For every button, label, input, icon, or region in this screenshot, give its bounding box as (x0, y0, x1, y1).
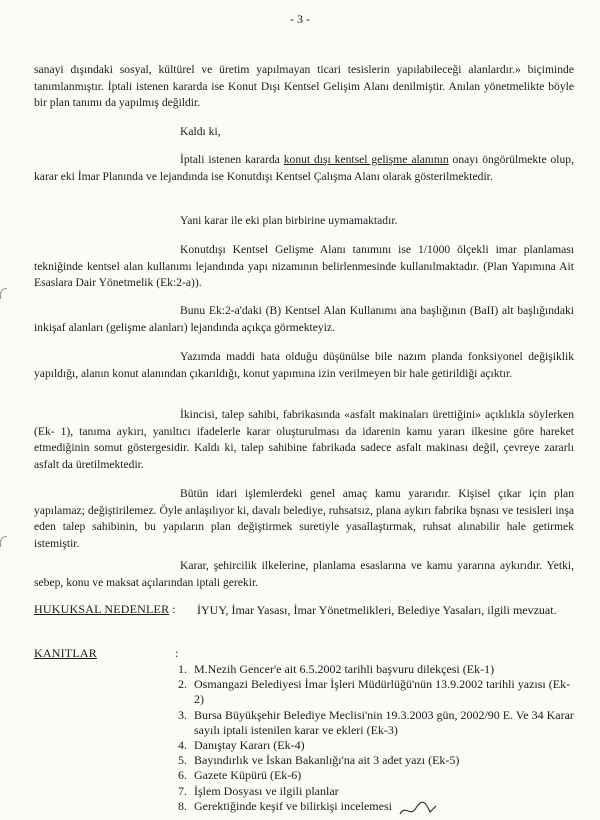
list-item: 5. Bayındırlık ve İskan Bakanlığı'na ait 3 adet yazı (Ek-5) (178, 753, 460, 768)
evidence-list (180, 662, 580, 814)
signature-scribble (398, 800, 438, 820)
paragraph-konutdisi-tanim: Konutdışı Kentsel Gelişme Alanı tanımını ise 1/1000 ölçekli imar planlaması tekniğinde kentsel alan kullanımı lejandında yapı nizamının belirlenmesinde kullanılmaktadır. (Plan Yapımına Ait Esaslara Dair Yönetmelik (Ek:2-a)). (34, 243, 574, 290)
list-item: 8. Gerektiğinde keşif ve bilirkişi incelemesi (178, 798, 392, 813)
text-segment: İptali istenen kararda (180, 153, 284, 166)
text-segment: onayı öngörülmekte olup, karar eki İmar Planında ve lejandında ise Konutdışı Kentsel Çalışma Alanı olarak gösterilmektedir. (34, 153, 574, 183)
list-item: 4. Danıştay Kararı (Ek-4) (178, 738, 305, 753)
kanitlar-heading (34, 646, 178, 661)
hukuksal-label: HUKUKSAL NEDENLER (34, 602, 170, 616)
list-item: 3. Bursa Büyükşehir Belediye Meclisi'nin 19.3.2003 gün, 2002/90 E. Ve 34 Karar sayılı iptali istenilen karar ve ekleri (Ek-3) (178, 707, 574, 737)
list-item: 7. İşlem Dosyası ve ilgili planlar (178, 783, 339, 798)
punch-hole-mark (0, 536, 7, 547)
paragraph-kamu-yarari: Bütün idari işlemlerdeki genel amaç kamu yararıdır. Kişisel çıkar için plan yapılamaz; değiştirilemez. Öyle anlaşılıyor ki, davalı belediye, ruhsatsız, plana aykırı fabrika bşnası ve tesisleri inşa eden talep sahibinin, bu yapıların plan değiştirmek suretiyle yasallaştırmak, ruhsat alınabilir hale getirmek istemiştir. (34, 487, 574, 550)
paragraph-iptali-istenen (34, 152, 574, 185)
list-item: 6. Gazete Küpürü (Ek-6) (178, 768, 302, 783)
paragraph-ikincisi: İkincisi, talep sahibi, fabrikasında «asfalt makinaları ürettiğini» açıklıkla söylerken (Ek- 1), tanıma aykırı, yanıltıcı ifadelerle karar oluşturulması da idarenin kamu yararı ilkesine göre hareket etmediğinin somut göstergesidir. Kaldı ki, talep sahibine fabrikada sadece asfalt makinası değil, çevreye zararlı asfalt da üretilmektedir. (34, 408, 574, 471)
underlined-phrase: konut dışı kentsel gelişme alanının (283, 153, 449, 166)
punch-hole-mark (0, 288, 7, 299)
kanitlar-label: KANITLAR (34, 646, 97, 660)
page-number: - 3 - (290, 12, 310, 26)
list-item: 2. Osmangazi Belediyesi İmar İşleri Müdürlüğü'nün 13.9.2002 tarihli yazısı (Ek-2) (178, 677, 571, 707)
paragraph-conclusion: Karar, şehircilik ilkelerine, planlama esaslarına ve kamu yararına aykırıdır. Yetki, sebep, konu ve maksat açılarından iptali gerekir. (34, 559, 574, 589)
hukuksal-nedenler-text: İYUY, İmar Yasası, İmar Yönetmelikleri, Belediye Yasaları, ilgili mevzuat. (197, 603, 557, 617)
kanitlar-colon: : (175, 646, 179, 660)
paragraph-mismatch: Yani karar ile eki plan birbirine uymamaktadır. (180, 214, 398, 227)
hukuksal-colon: : (169, 602, 176, 616)
paragraph-ek2a: Bunu Ek:2-a'daki (B) Kentsel Alan Kullanımı ana başlığının (BaII) alt başlığındaki inkişaf alanları (gelişme alanları) lejandında açıkça görmekteyiz. (34, 304, 574, 334)
list-item: 1. M.Nezih Gencer'e ait 6.5.2002 tarihli başvuru dilekçesi (Ek-1) (178, 662, 495, 676)
hukuksal-nedenler-heading (34, 602, 176, 617)
paragraph-definition: sanayi dışındaki sosyal, kültürel ve üretim yapılmayan ticari tesislerin yapılabileceği alanlardır.» biçiminde tanımlanmıştır. İptali istenen kararda ise Konut Dışı Kentsel Gelişim Alanı denilmiştir. Anılan yönetmelikte böyle bir plan tanımı da yapılmış değildir. (34, 63, 574, 110)
paragraph-kaldi-ki: Kaldı ki, (180, 125, 221, 138)
paragraph-maddi-hata: Yazımda maddi hata olduğu düşünülse bile nazım planda fonksiyonel değişiklik yapıldığı, alanın konut alanından çıkarıldığı, konut yapımına izin verilmeyen bir hale getirildiği açıktır. (34, 350, 574, 380)
